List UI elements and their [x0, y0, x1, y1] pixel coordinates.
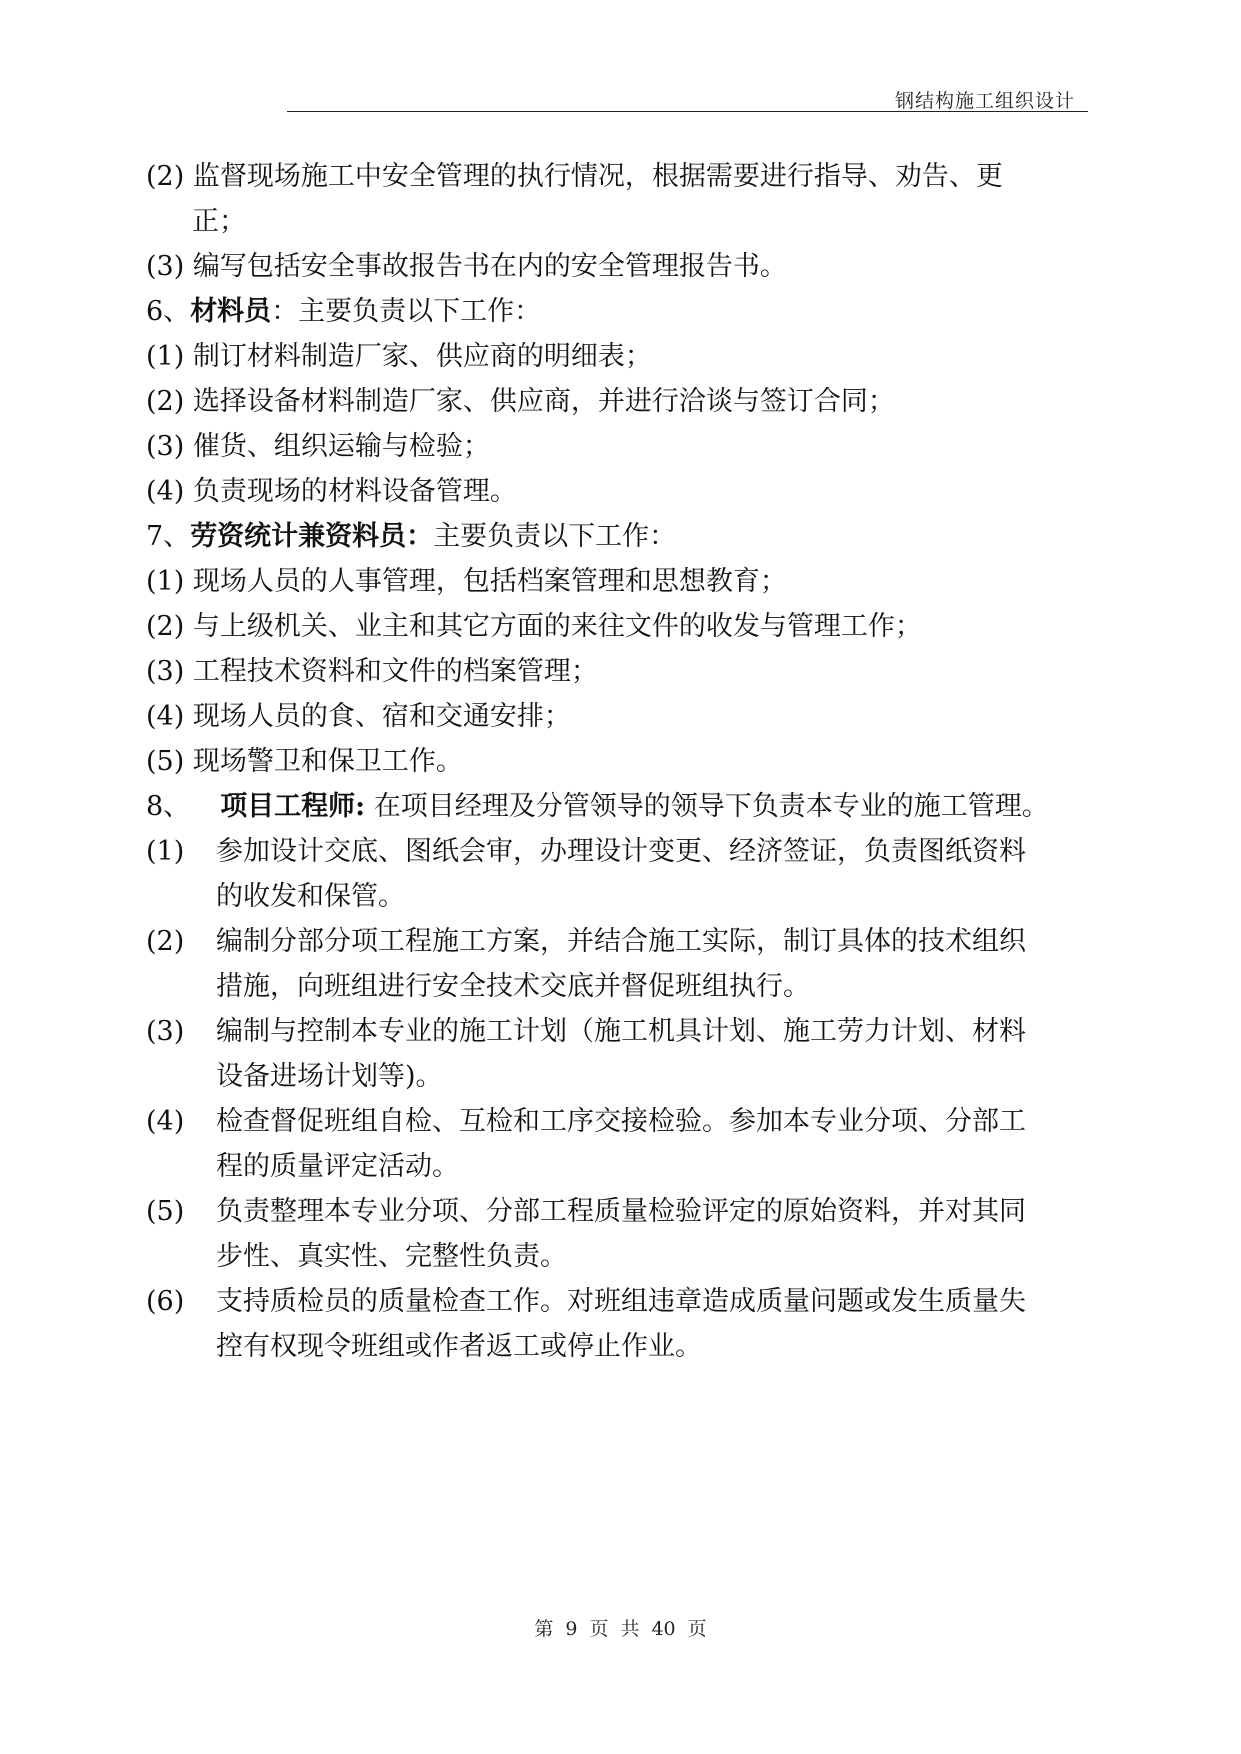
text-line: (2) 选择设备材料制造厂家、供应商，并进行洽谈与签订合同；: [146, 386, 895, 417]
text-line: 支持质检员的质量检查工作。对班组违章造成质量问题或发生质量失: [216, 1286, 1026, 1317]
text-line: 正；: [192, 206, 246, 237]
text-line: 设备进场计划等)。: [216, 1061, 443, 1092]
text-line: 措施，向班组进行安全技术交底并督促班组执行。: [216, 971, 810, 1002]
section-intro: ：主要负责以下工作：: [271, 296, 542, 327]
text-line: 程的质量评定活动。: [216, 1151, 459, 1182]
text-line: 负责整理本专业分项、分部工程质量检验评定的原始资料，并对其同: [216, 1196, 1026, 1227]
item-number: (3): [146, 1016, 185, 1047]
page-number: 9: [565, 1618, 578, 1640]
text-line: (5) 现场警卫和保卫工作。: [146, 746, 463, 777]
section-8-heading: [146, 793, 1049, 820]
text-line: 的收发和保管。: [216, 881, 405, 912]
total-pages: 40: [651, 1618, 676, 1640]
section-title: 材料员: [190, 296, 272, 327]
text-line: (3) 催货、组织运输与检验；: [146, 431, 490, 462]
section-title: 项目工程师:: [220, 791, 366, 822]
text-line: 编制分部分项工程施工方案，并结合施工实际，制订具体的技术组织: [216, 926, 1026, 957]
text-line: (2) 监督现场施工中安全管理的执行情况，根据需要进行指导、劝告、更: [146, 161, 1003, 192]
text-line: (2) 与上级机关、业主和其它方面的来往文件的收发与管理工作；: [146, 611, 922, 642]
text-line: 步性、真实性、完整性负责。: [216, 1241, 567, 1272]
text-line: 检查督促班组自检、互检和工序交接检验。参加本专业分项、分部工: [216, 1106, 1026, 1137]
page-footer: [0, 1614, 1241, 1641]
section-intro: 主要负责以下工作：: [433, 521, 677, 552]
footer-word: 页: [687, 1618, 707, 1640]
item-number: (6): [146, 1286, 185, 1317]
item-number: (1): [146, 836, 185, 867]
header-title: 钢结构施工组织设计: [894, 90, 1075, 112]
footer-word: 第: [534, 1618, 554, 1640]
text-line: (1) 制订材料制造厂家、供应商的明细表；: [146, 341, 652, 372]
section-number: 7、: [146, 521, 191, 552]
item-number: (4): [146, 1106, 185, 1137]
section-number: 6、: [146, 296, 191, 327]
item-number: (2): [146, 926, 185, 957]
section-number: 8、: [146, 791, 191, 822]
section-6-heading: [146, 298, 541, 325]
section-intro: 在项目经理及分管领导的领导下负责本专业的施工管理。: [365, 791, 1049, 822]
footer-word: 页: [589, 1618, 609, 1640]
text-line: (4) 现场人员的食、宿和交通安排；: [146, 701, 571, 732]
text-line: 控有权现令班组或作者返工或停止作业。: [216, 1331, 702, 1362]
text-line: (3) 工程技术资料和文件的档案管理；: [146, 656, 598, 687]
item-number: (5): [146, 1196, 185, 1227]
header-rule: [287, 111, 1088, 112]
section-7-heading: [146, 523, 676, 550]
text-line: 编制与控制本专业的施工计划（施工机具计划、施工劳力计划、材料: [216, 1016, 1026, 1047]
section-title: 劳资统计兼资料员：: [190, 521, 434, 552]
text-line: (1) 现场人员的人事管理，包括档案管理和思想教育；: [146, 566, 787, 597]
text-line: (4) 负责现场的材料设备管理。: [146, 476, 517, 507]
text-line: 参加设计交底、图纸会审，办理设计变更、经济签证，负责图纸资料: [216, 836, 1026, 867]
footer-word: 共: [620, 1618, 640, 1640]
text-line: (3) 编写包括安全事故报告书在内的安全管理报告书。: [146, 251, 787, 282]
